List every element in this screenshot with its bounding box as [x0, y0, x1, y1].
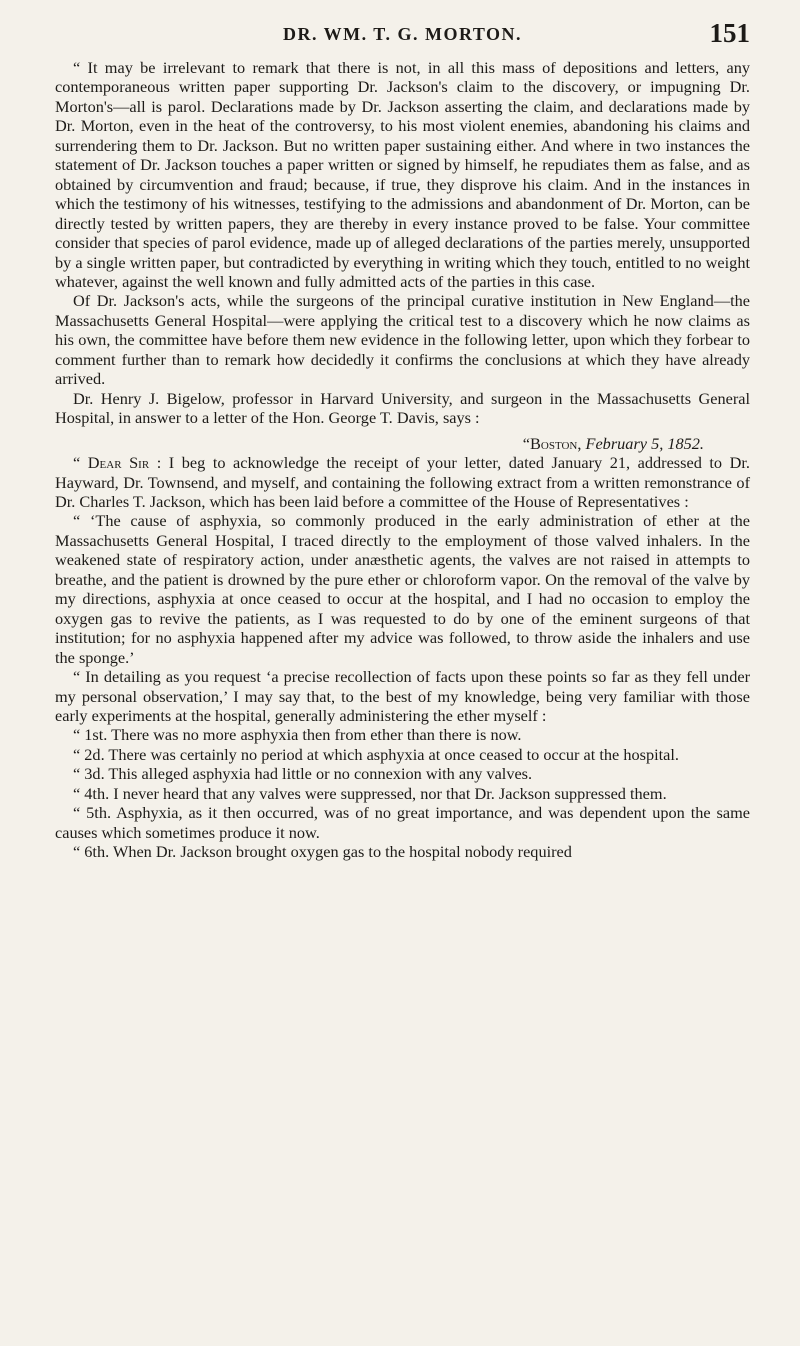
numbered-point: “ 5th. Asphyxia, as it then occurred, was of no great importance, and was dependent upon the same causes which sometimes produce it now. — [55, 803, 750, 842]
letter-dateline — [55, 434, 750, 453]
numbered-point: “ 4th. I never heard that any valves were suppressed, nor that Dr. Jackson suppressed them. — [73, 783, 667, 803]
letter-quote: “ ‘The cause of asphyxia, so commonly produced in the early administration of ether at the Massachusetts General Hospital, I traced directly to the employment of those valved inhalers. In the weakened state of respiratory action, under anæsthetic agents, the valves are not raised in attempts to breathe, and the patient is drowned by the pure ether or chloroform vapor. On the removal of the valve by my directions, asphyxia at once ceased to occur at the hospital, and I had no occasion to employ the oxygen gas to revive the patients, as I was requested to do by one of the eminent surgeons of that institution; for no asphyxia happened after my advice was followed, to throw aside the inhalers and use the sponge.’ — [55, 511, 750, 667]
letter-opening — [55, 453, 750, 511]
numbered-point: “ 2d. There was certainly no period at which asphyxia at once ceased to occur at the hospital. — [73, 744, 679, 764]
page-number: 151 — [709, 18, 750, 48]
numbered-point: “ 1st. There was no more asphyxia then from ether than there is now. — [73, 725, 522, 745]
letter-salutation: “ Dear Sir : — [73, 453, 162, 473]
dateline-date: February 5, 1852. — [585, 433, 704, 453]
letter-detailing: “ In detailing as you request ‘a precise recollection of facts upon these points so far as they fell under my personal observation,’ I may say that, to the best of my knowledge, being very familiar with those early experiments at the hospital, generally administering the ether myself : — [55, 667, 750, 725]
dateline-place: “Boston, — [522, 433, 582, 453]
numbered-point: “ 6th. When Dr. Jackson brought oxygen gas to the hospital nobody required — [73, 842, 572, 862]
running-head — [55, 18, 750, 52]
paragraph: “ It may be irrelevant to remark that there is not, in all this mass of depositions and letters, any contemporaneous written paper supporting Dr. Jackson's claim to the discovery, or impugning Dr. Morton's—all is parol. Declarations made by Dr. Jackson asserting the claim, and declarations made by Dr. Morton, even in the heat of the controversy, to his most violent enemies, abandoning his claims and surrendering them to Dr. Jackson. But no written paper sustaining either. And where in two instances the statement of Dr. Jackson touches a paper written or signed by himself, he repudiates them as false, and as obtained by circumvention and fraud; because, if true, they disprove his claim. And in the instances in which the testimony of his witnesses, testifying to the admissions and abandonment of Dr. Morton, can be directly tested by written papers, they are thereby in every instance proved to be false. Your committee consider that species of parol evidence, made up of alleged declarations of the parties merely, unsupported by a single written paper, but contradicted by everything in writing which they touch, entitled to no weight whatever, against the well known and fully admitted acts of the parties in this case. — [55, 58, 750, 291]
paragraph: Of Dr. Jackson's acts, while the surgeons of the principal curative institution in New England—the Massachusetts General Hospital—were applying the critical test to a discovery which he now claims as his own, the committee have before them new evidence in the following letter, upon which they forbear to comment further than to remark how decidedly it confirms the conclusions at which they have already arrived. — [55, 291, 750, 389]
paragraph: Dr. Henry J. Bigelow, professor in Harvard University, and surgeon in the Massachusetts General Hospital, in answer to a letter of the Hon. George T. Davis, says : — [55, 388, 750, 428]
running-title: DR. WM. T. G. MORTON. — [282, 24, 523, 44]
body-text — [55, 58, 750, 862]
numbered-point: “ 3d. This alleged asphyxia had little or no connexion with any valves. — [73, 764, 533, 784]
letter-opening-text: I beg to acknowledge the receipt of your letter, dated January 21, addressed to Dr. Hayward, Dr. Townsend, and myself, and containing the following extract from a written remonstrance of Dr. Charles T. Jackson, which has been laid before a committee of the House of Representatives : — [55, 453, 750, 511]
